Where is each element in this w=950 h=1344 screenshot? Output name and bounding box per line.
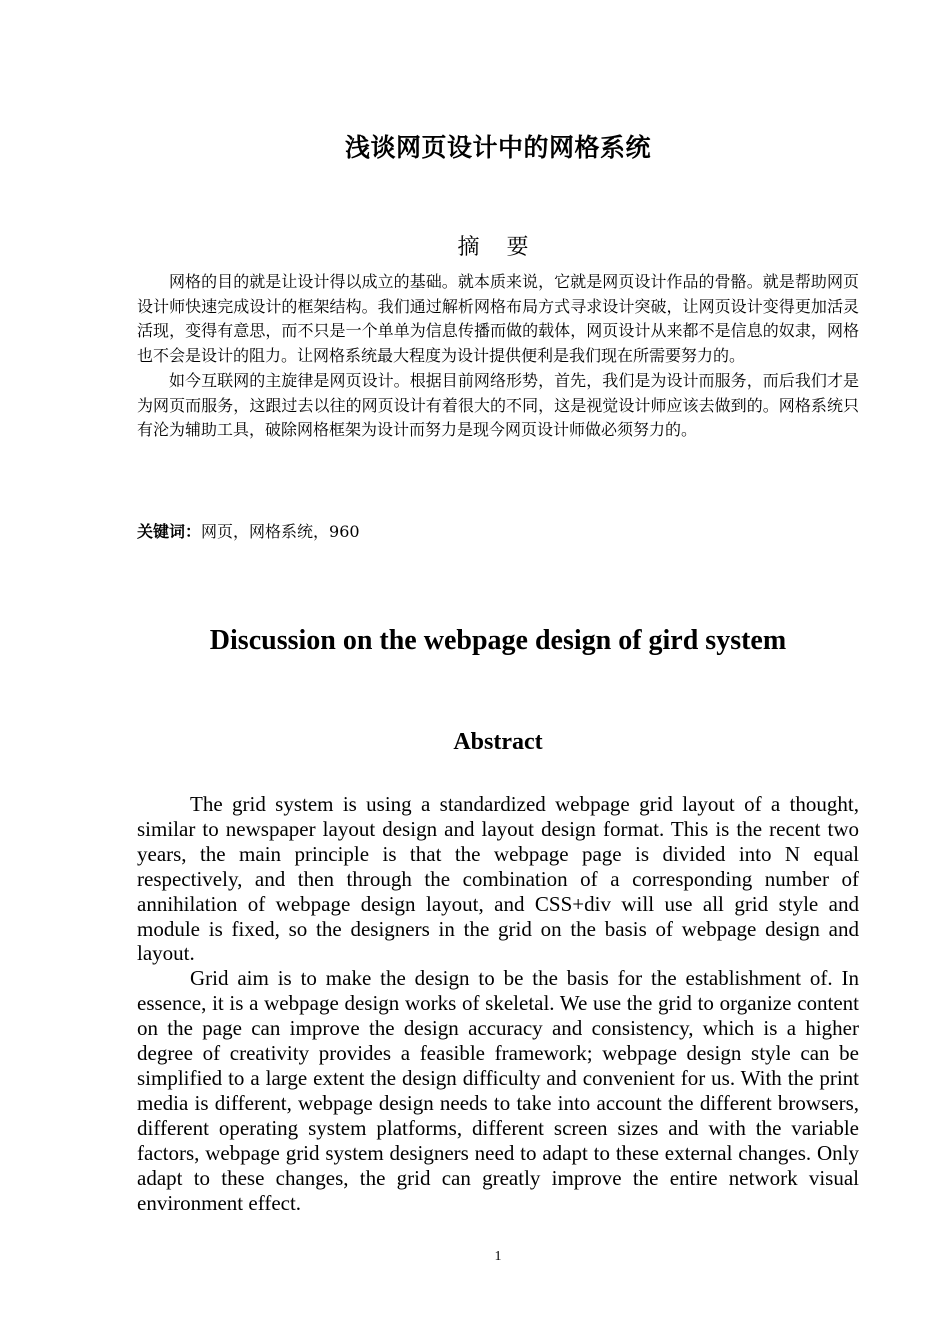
english-abstract-body — [137, 792, 859, 1215]
english-title: Discussion on the webpage design of gird system — [209, 625, 787, 656]
keywords-line — [137, 520, 859, 544]
chinese-abstract-body — [137, 270, 859, 443]
chinese-abstract-heading: 摘 要 — [457, 235, 539, 260]
english-abstract-paragraph-1: The grid system is using a standardized webpage grid layout of a thought, similar to newspaper layout design and layout design format. This is the recent two years, the main principle is that the webpage page is divided into N equal respectively, and then through the combination of a corresponding number of annihilation of webpage design layout, and CSS+div will use all grid style and module is fixed, so the designers in the grid on the basis of webpage design and layout. — [137, 792, 859, 966]
english-abstract-heading: Abstract — [453, 729, 543, 755]
keywords-value: 网页，网格系统，960 — [201, 522, 360, 541]
chinese-title: 浅谈网页设计中的网格系统 — [344, 133, 651, 162]
english-abstract-paragraph-2: Grid aim is to make the design to be the basis for the establishment of. In essence, it is a webpage design works of skeletal. We use the grid to organize content on the page can improve the design accuracy and consistency, which is a higher degree of creativity provides a feasible framework; webpage design style can be simplified to a large extent the design difficulty and convenient for us. With the print media is different, webpage design needs to take into account the different browsers, different operating system platforms, different screen sizes and with the variable factors, webpage grid system designers need to adapt to these external changes. Only adapt to these changes, the grid can greatly improve the entire network visual environment effect. — [137, 966, 859, 1215]
chinese-abstract-paragraph-2: 如今互联网的主旋律是网页设计。根据目前网络形势，首先，我们是为设计而服务，而后我们才是为网页而服务，这跟过去以往的网页设计有着很大的不同，这是视觉设计师应该去做到的。网格系统只有沦为辅助工具，破除网格框架为设计而努力是现今网页设计师做必须努力的。 — [137, 370, 859, 440]
keywords-label: 关键词： — [137, 522, 202, 541]
chinese-abstract-paragraph-1: 网格的目的就是让设计得以成立的基础。就本质来说，它就是网页设计作品的骨骼。就是帮助网页设计师快速完成设计的框架结构。我们通过解析网格布局方式寻求设计突破，让网页设计变得更加活灵活现，变得有意思，而不只是一个单单为信息传播而做的载体，网页设计从来都不是信息的奴隶，网格也不会是设计的阻力。让网格系统最大程度为设计提供便利是我们现在所需要努力的。 — [137, 272, 859, 366]
page-number: 1 — [494, 1249, 502, 1264]
